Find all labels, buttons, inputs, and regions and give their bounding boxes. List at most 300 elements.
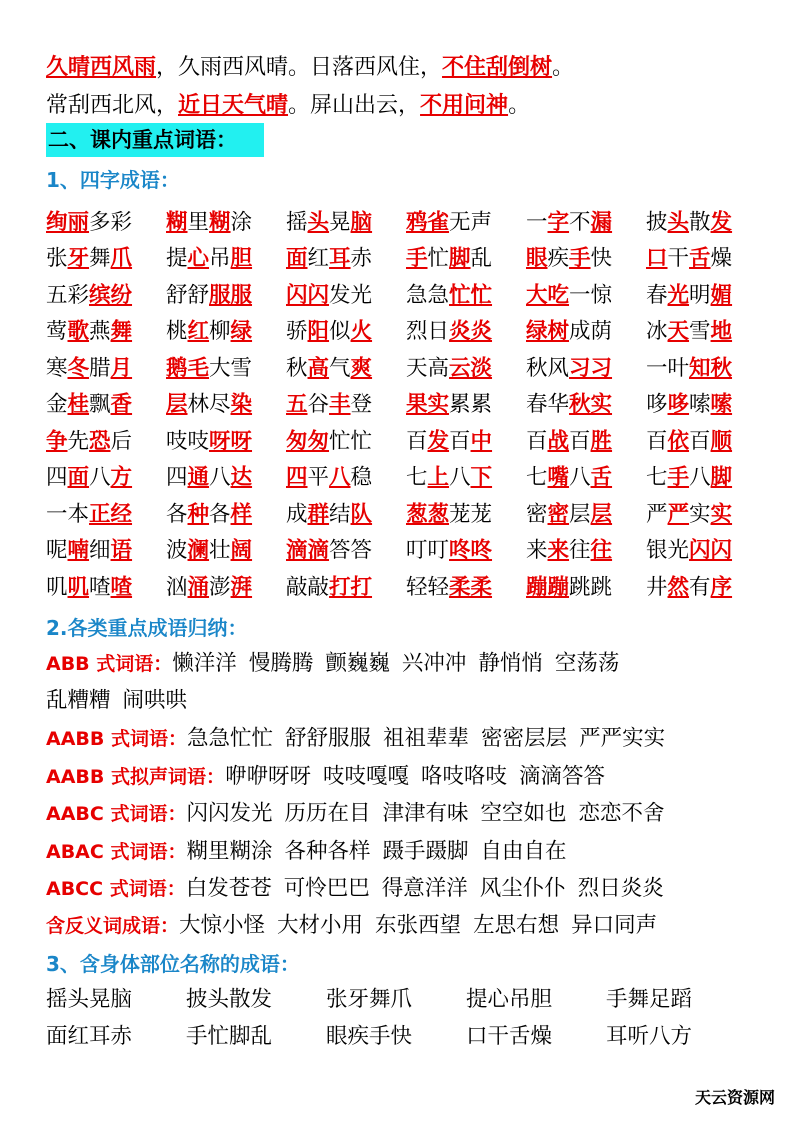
idiom-character: 各	[209, 501, 231, 527]
idiom-character: 结	[329, 501, 351, 527]
key-character: 桂	[67, 392, 90, 418]
idiom-character: 八	[209, 465, 231, 491]
idiom-character: 稳	[350, 465, 373, 491]
key-character: 手	[569, 246, 591, 272]
key-character: 层	[166, 392, 188, 418]
idiom-character: 一	[526, 209, 548, 235]
idiom-character: 秋风	[526, 355, 570, 381]
idiom-character: 疾	[547, 246, 570, 272]
category-label: AABB 式拟声词语：	[46, 766, 225, 788]
idiom	[526, 460, 646, 491]
category-word: 自由自在	[480, 839, 567, 864]
category-line	[46, 649, 631, 679]
idiom	[46, 241, 166, 272]
idiom	[406, 351, 526, 382]
category-word: 大惊小怪	[179, 913, 266, 938]
body-idiom: 手舞足蹈	[606, 987, 693, 1012]
category-word: 可怜巴巴	[283, 876, 370, 901]
key-character: 种	[187, 501, 210, 527]
key-character: 手	[406, 246, 428, 272]
idiom-character: 平	[307, 465, 330, 491]
idiom	[166, 387, 286, 418]
idiom	[526, 533, 646, 564]
idiom	[406, 460, 526, 491]
key-character: 耳	[329, 246, 351, 272]
key-character: 通	[187, 465, 210, 491]
key-character: 喳	[110, 574, 133, 600]
idiom-character: 百	[646, 428, 668, 454]
key-character: 爽	[350, 355, 373, 381]
key-character: 香	[110, 392, 133, 418]
category-word: 空空如也	[480, 801, 567, 826]
category-word: 闪闪发光	[186, 801, 273, 826]
key-character: 火	[350, 319, 373, 345]
idiom	[46, 497, 166, 528]
idiom-character: 成荫	[569, 319, 613, 345]
idiom-character: 八	[569, 465, 591, 491]
key-character: 葱葱	[406, 501, 450, 527]
idiom-character: 金	[46, 392, 68, 418]
category-word: 糊里糊涂	[186, 839, 273, 864]
category-word: 空荡荡	[554, 651, 620, 676]
proverb-text: 常刮西北风，	[46, 93, 179, 118]
idiom	[646, 387, 766, 418]
idiom-character: 八	[689, 465, 711, 491]
idiom-character: 四	[166, 465, 188, 491]
idiom	[286, 278, 406, 309]
idiom-character: 赤	[350, 246, 373, 272]
idiom-character: 实	[689, 501, 711, 527]
watermark: 天云资源网	[694, 1088, 775, 1107]
highlighted-phrase: 不用问神	[420, 92, 509, 118]
category-word: 得意洋洋	[381, 876, 468, 901]
key-character: 队	[350, 501, 373, 527]
key-character: 绚丽	[46, 209, 90, 235]
key-character: 果实	[406, 392, 450, 418]
idiom-row	[46, 312, 766, 349]
key-character: 面	[286, 246, 308, 272]
category-word: 烈日炎炎	[577, 876, 664, 901]
idiom	[526, 570, 646, 601]
idiom-character: 大雪	[209, 355, 253, 381]
body-idiom-row	[46, 1022, 746, 1052]
idiom-character: 明	[689, 282, 711, 308]
idiom	[166, 533, 286, 564]
key-character: 争	[46, 428, 68, 454]
idiom-character: 七	[406, 465, 428, 491]
key-character: 然	[667, 574, 690, 600]
category-line	[46, 724, 677, 754]
idiom	[646, 533, 766, 564]
idiom-character: 呢	[46, 538, 68, 564]
idiom-character: 成	[286, 501, 308, 527]
idiom-character: 燥	[710, 246, 733, 272]
idiom	[46, 314, 166, 345]
key-character: 澜	[187, 538, 210, 564]
idiom	[286, 205, 406, 236]
category-word: 慢腾腾	[248, 651, 314, 676]
idiom-character: 一叶	[646, 355, 690, 381]
key-character: 舞	[110, 319, 133, 345]
key-character: 蹦蹦	[526, 574, 570, 600]
category-word: 闹哄哄	[122, 688, 188, 713]
category-line	[46, 762, 617, 792]
idiom	[286, 533, 406, 564]
idiom-character: 百	[689, 428, 711, 454]
idiom	[646, 424, 766, 455]
key-character: 冬	[67, 355, 90, 381]
idiom-character: 叮叮	[406, 538, 450, 564]
idiom	[526, 205, 646, 236]
idiom-character: 吊	[209, 246, 231, 272]
idiom-character: 往	[569, 538, 591, 564]
category-label: AABB 式词语：	[46, 728, 187, 750]
idiom-character: 舞	[89, 246, 111, 272]
category-word: 异口同声	[571, 913, 658, 938]
key-character: 天	[667, 319, 690, 345]
key-character: 字	[547, 209, 570, 235]
key-character: 严	[667, 501, 690, 527]
body-idiom: 提心吊胆	[466, 987, 553, 1012]
key-character: 层	[590, 501, 613, 527]
category-word: 津津有味	[382, 801, 469, 826]
idiom-row	[46, 202, 766, 239]
key-character: 群	[307, 501, 330, 527]
idiom-character: 各	[166, 501, 188, 527]
idiom-character: 多彩	[89, 209, 133, 235]
category-label: ABCC 式词语：	[46, 878, 186, 900]
idiom	[406, 387, 526, 418]
key-character: 知秋	[689, 355, 733, 381]
key-character: 恐	[89, 428, 111, 454]
idiom	[166, 570, 286, 601]
idiom-character: 百	[526, 428, 548, 454]
idiom	[46, 533, 166, 564]
category-line	[46, 874, 676, 904]
idiom-character: 急急	[406, 282, 450, 308]
idiom-row	[46, 458, 766, 495]
key-character: 口	[646, 246, 668, 272]
category-word: 静悄悄	[478, 651, 543, 676]
idiom	[166, 351, 286, 382]
key-character: 缤纷	[89, 282, 133, 308]
category-word: 左思右想	[473, 913, 560, 938]
key-character: 服服	[209, 282, 253, 308]
key-character: 忙忙	[449, 282, 493, 308]
idiom	[526, 424, 646, 455]
idiom-character: 百	[569, 428, 591, 454]
key-character: 习习	[569, 355, 613, 381]
idiom-row	[46, 494, 766, 531]
idiom-character: 不	[569, 209, 591, 235]
idiom	[166, 241, 286, 272]
key-character: 往	[590, 538, 613, 564]
idiom	[46, 424, 166, 455]
idiom	[406, 241, 526, 272]
category-word: 历历在目	[284, 801, 371, 826]
idiom-character: 雪	[689, 319, 711, 345]
key-character: 依	[667, 428, 690, 454]
idiom	[406, 424, 526, 455]
idiom	[166, 205, 286, 236]
key-character: 牙	[67, 246, 90, 272]
idiom-character: 似	[329, 319, 351, 345]
key-character: 鹅毛	[166, 355, 210, 381]
idiom-character: 桃	[166, 319, 188, 345]
key-character: 炎炎	[449, 319, 493, 345]
idiom	[646, 497, 766, 528]
subheading-idiom-categories: 2.各类重点成语归纳：	[46, 616, 248, 640]
key-character: 头	[307, 209, 330, 235]
idiom	[406, 497, 526, 528]
subheading-body-part-idioms: 3、含身体部位名称的成语：	[46, 952, 300, 976]
body-idiom: 口干舌燥	[466, 1024, 553, 1049]
idiom-character: 乱	[470, 246, 493, 272]
idiom-character: 秋	[286, 355, 308, 381]
idiom-character: 无声	[449, 209, 493, 235]
key-character: 头	[667, 209, 690, 235]
key-character: 胆	[230, 246, 253, 272]
key-character: 心	[187, 246, 210, 272]
key-character: 达	[230, 465, 253, 491]
idiom-character: 登	[350, 392, 373, 418]
key-character: 云淡	[449, 355, 493, 381]
key-character: 脑	[350, 209, 373, 235]
idiom	[406, 570, 526, 601]
category-word: 吱吱嘎嘎	[323, 764, 410, 789]
key-character: 密	[547, 501, 570, 527]
idiom-character: 层	[569, 501, 591, 527]
idiom-row	[46, 385, 766, 422]
key-character: 嗦	[710, 392, 733, 418]
idiom-character: 天高	[406, 355, 450, 381]
idiom	[406, 314, 526, 345]
key-character: 爪	[110, 246, 133, 272]
body-idiom: 手忙脚乱	[186, 1024, 273, 1049]
key-character: 歌	[67, 319, 90, 345]
body-idiom: 眼疾手快	[326, 1024, 413, 1049]
key-character: 涌	[187, 574, 210, 600]
idiom-character: 汹	[166, 574, 188, 600]
idiom	[526, 241, 646, 272]
key-character: 脚	[449, 246, 471, 272]
idiom-character: 轻轻	[406, 574, 450, 600]
key-character: 丰	[329, 392, 351, 418]
idiom-row	[46, 567, 766, 604]
proverb-text: 。	[508, 93, 531, 118]
key-character: 顺	[710, 428, 733, 454]
idiom-character: 来	[526, 538, 548, 564]
idiom	[286, 424, 406, 455]
idiom	[646, 460, 766, 491]
idiom-character: 先	[67, 428, 90, 454]
key-character: 染	[230, 392, 253, 418]
idiom	[46, 278, 166, 309]
key-character: 漏	[590, 209, 613, 235]
category-word: 白发苍苍	[185, 876, 272, 901]
highlighted-phrase: 不住刮倒树	[442, 54, 553, 80]
category-word: 急急忙忙	[187, 726, 274, 751]
idiom-grid	[46, 202, 766, 604]
idiom-character: 林尽	[187, 392, 231, 418]
subheading-four-char-idioms: 1、四字成语：	[46, 168, 180, 192]
category-word: 咿咿呀呀	[225, 764, 312, 789]
key-character: 糊	[166, 209, 188, 235]
key-character: 嘴	[547, 465, 570, 491]
key-character: 胜	[590, 428, 613, 454]
idiom-character: 晃	[329, 209, 351, 235]
idiom	[286, 314, 406, 345]
key-character: 阔	[230, 538, 253, 564]
idiom-character: 答答	[329, 538, 373, 564]
idiom	[406, 533, 526, 564]
idiom-character: 腊	[89, 355, 111, 381]
idiom-character: 涂	[230, 209, 253, 235]
idiom-character: 散	[689, 209, 711, 235]
idiom-character: 澎	[209, 574, 231, 600]
idiom-character: 百	[406, 428, 428, 454]
category-word: 严严实实	[579, 726, 666, 751]
key-character: 鸦雀	[406, 209, 450, 235]
idiom-character: 谷	[307, 392, 330, 418]
key-character: 语	[110, 538, 133, 564]
idiom-character: 一惊	[569, 282, 613, 308]
category-word: 各种各样	[284, 839, 371, 864]
idiom	[526, 351, 646, 382]
idiom-character: 气	[329, 355, 351, 381]
key-character: 四	[286, 465, 308, 491]
proverb-text: ，久雨西风晴。日落西风住，	[156, 55, 443, 80]
idiom-character: 摇	[286, 209, 308, 235]
idiom	[526, 387, 646, 418]
key-character: 叽	[67, 574, 90, 600]
idiom-character: 严	[646, 501, 668, 527]
idiom	[526, 278, 646, 309]
key-character: 阳	[307, 319, 330, 345]
idiom-character: 燕	[89, 319, 111, 345]
idiom-character: 莺	[46, 319, 68, 345]
category-word: 祖祖辈辈	[383, 726, 470, 751]
body-idiom-row	[46, 985, 746, 1015]
idiom	[46, 460, 166, 491]
key-character: 舌	[590, 465, 613, 491]
idiom-character: 密	[526, 501, 548, 527]
idiom-character: 干	[667, 246, 690, 272]
idiom-character: 壮	[209, 538, 231, 564]
idiom-character: 五彩	[46, 282, 90, 308]
idiom-character: 叽	[46, 574, 68, 600]
category-word: 懒洋洋	[172, 651, 237, 676]
idiom-character: 茏茏	[449, 501, 493, 527]
idiom-character: 骄	[286, 319, 308, 345]
idiom	[166, 278, 286, 309]
key-character: 样	[230, 501, 253, 527]
idiom-character: 细	[89, 538, 111, 564]
idiom-character: 累累	[449, 392, 493, 418]
idiom-character: 百	[449, 428, 471, 454]
idiom	[46, 570, 166, 601]
idiom-character: 四	[46, 465, 68, 491]
idiom-character: 柳	[209, 319, 231, 345]
idiom	[286, 241, 406, 272]
category-line	[46, 911, 669, 941]
idiom-character: 烈日	[406, 319, 450, 345]
key-character: 秋实	[569, 392, 613, 418]
category-label: ABAC 式词语：	[46, 841, 187, 863]
idiom-character: 忙忙	[329, 428, 373, 454]
category-word: 兴冲冲	[401, 651, 467, 676]
idiom-character: 有	[689, 574, 711, 600]
idiom-character: 嗦	[689, 392, 711, 418]
idiom	[166, 314, 286, 345]
key-character: 柔柔	[449, 574, 493, 600]
body-idiom: 披头散发	[186, 987, 273, 1012]
key-character: 滴滴	[286, 538, 330, 564]
key-character: 大吃	[526, 282, 570, 308]
category-word: 舒舒服服	[285, 726, 372, 751]
idiom	[286, 387, 406, 418]
idiom-character: 里	[187, 209, 210, 235]
key-character: 呀呀	[209, 428, 253, 454]
key-character: 手	[667, 465, 690, 491]
key-character: 高	[307, 355, 330, 381]
key-character: 实	[710, 501, 733, 527]
idiom-character: 七	[646, 465, 668, 491]
idiom	[286, 497, 406, 528]
idiom-character: 波	[166, 538, 188, 564]
category-word: 滴滴答答	[519, 764, 606, 789]
category-word: 颤巍巍	[325, 651, 390, 676]
idiom-character: 红	[307, 246, 330, 272]
highlighted-phrase: 久晴西风雨	[46, 54, 157, 80]
idiom-character: 飘	[89, 392, 111, 418]
idiom-character: 井	[646, 574, 668, 600]
key-character: 喃	[67, 538, 90, 564]
idiom-character: 披	[646, 209, 668, 235]
idiom	[46, 351, 166, 382]
category-line	[46, 837, 579, 867]
idiom-character: 提	[166, 246, 188, 272]
key-character: 发	[427, 428, 450, 454]
idiom	[406, 205, 526, 236]
category-label: ABB 式词语：	[46, 653, 173, 675]
proverb-text: 。	[552, 55, 575, 80]
idiom-character: 吱吱	[166, 428, 210, 454]
body-idiom: 面红耳赤	[46, 1024, 133, 1049]
key-character: 地	[710, 319, 733, 345]
key-character: 媚	[710, 282, 733, 308]
proverb-text: 。屏山出云，	[288, 93, 421, 118]
key-character: 来	[547, 538, 570, 564]
key-character: 光	[667, 282, 690, 308]
key-character: 脚	[710, 465, 733, 491]
key-character: 匆匆	[286, 428, 330, 454]
key-character: 上	[427, 465, 450, 491]
section-title: 二、课内重点词语：	[46, 123, 264, 157]
key-character: 打打	[329, 574, 373, 600]
idiom-row	[46, 275, 766, 312]
idiom-character: 跳跳	[569, 574, 613, 600]
idiom-character: 七	[526, 465, 548, 491]
idiom-row	[46, 239, 766, 276]
key-character: 红	[187, 319, 210, 345]
idiom-character: 寒	[46, 355, 68, 381]
idiom-character: 一本	[46, 501, 90, 527]
category-word: 咯吱咯吱	[421, 764, 508, 789]
key-character: 绿树	[526, 319, 570, 345]
idiom-character: 春	[646, 282, 668, 308]
idiom	[526, 497, 646, 528]
